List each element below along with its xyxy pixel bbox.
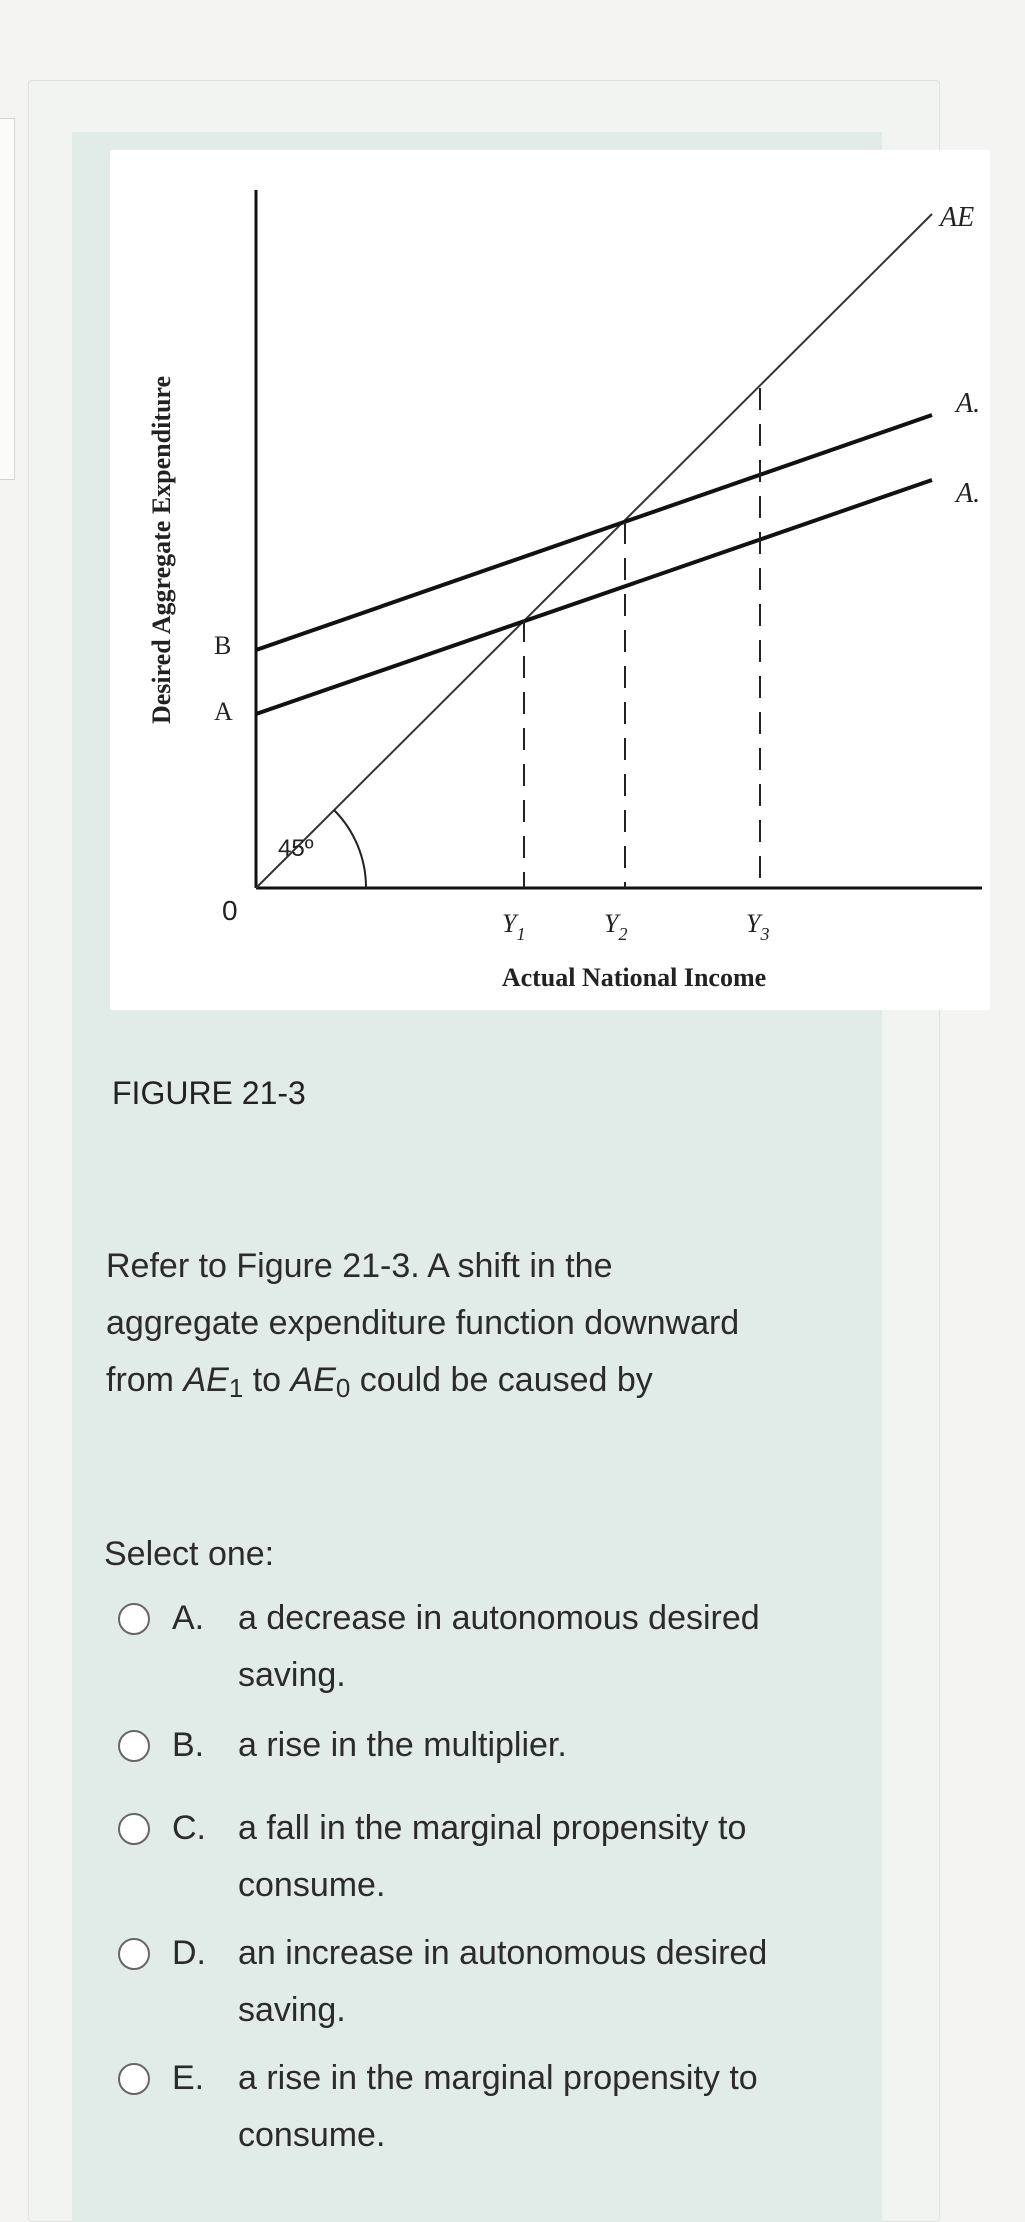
angle-label: 45º xyxy=(278,835,314,862)
option-text: a fall in the marginal propensity to consume. xyxy=(238,1809,747,1904)
intercept-label-a: A xyxy=(214,697,233,726)
figure-graph xyxy=(110,150,990,1010)
option-letter: D. xyxy=(172,1934,206,1972)
ae-45-line xyxy=(256,214,932,888)
radio-button-a[interactable] xyxy=(118,1603,150,1635)
page-edge-panel xyxy=(0,118,15,480)
option-letter: A. xyxy=(172,1599,205,1637)
figure-21-3 xyxy=(110,150,990,1010)
question-text: Refer to Figure 21-3. A shift in the aggregate expenditure function downward from $AE_1$ to $AE_0$ could be caused by xyxy=(106,1247,740,1403)
ae0-line-label: A. xyxy=(956,478,981,509)
select-one-label: Select one: xyxy=(104,1535,275,1573)
radio-button-e[interactable] xyxy=(118,2063,150,2095)
x-tick-y3: $Y_3$ xyxy=(746,909,770,944)
option-a[interactable] xyxy=(118,1590,798,1704)
option-text: a rise in the multiplier. xyxy=(238,1726,567,1764)
option-letter: B. xyxy=(172,1726,205,1764)
x-tick-y1: $Y_1$ xyxy=(502,909,526,944)
option-c[interactable] xyxy=(118,1800,798,1914)
option-b[interactable] xyxy=(118,1717,798,1774)
option-text: a rise in the marginal propensity to consume. xyxy=(238,2059,758,2154)
ae1-line xyxy=(256,415,932,650)
option-letter: C. xyxy=(172,1809,206,1847)
option-e[interactable] xyxy=(118,2050,798,2164)
radio-button-d[interactable] xyxy=(118,1938,150,1970)
figure-caption: FIGURE 21-3 xyxy=(112,1075,306,1111)
radio-button-b[interactable] xyxy=(118,1730,150,1762)
option-letter: E. xyxy=(172,2059,205,2097)
option-text: an increase in autonomous desired saving. xyxy=(238,1934,768,2029)
x-tick-y2: $Y_2$ xyxy=(604,909,628,944)
ae1-line-label: A. xyxy=(956,388,981,419)
radio-button-c[interactable] xyxy=(118,1813,150,1845)
intercept-label-b: B xyxy=(214,631,232,660)
ae-line-label: AE xyxy=(940,202,975,233)
angle-arc xyxy=(334,810,366,888)
ae0-line xyxy=(256,480,932,714)
option-d[interactable] xyxy=(118,1925,798,2039)
y-axis-label: Desired Aggregate Expenditure xyxy=(147,375,176,725)
x-axis-label: Actual National Income xyxy=(501,963,767,992)
origin-label: 0 xyxy=(222,895,238,926)
option-text: a decrease in autonomous desired saving. xyxy=(238,1599,760,1694)
